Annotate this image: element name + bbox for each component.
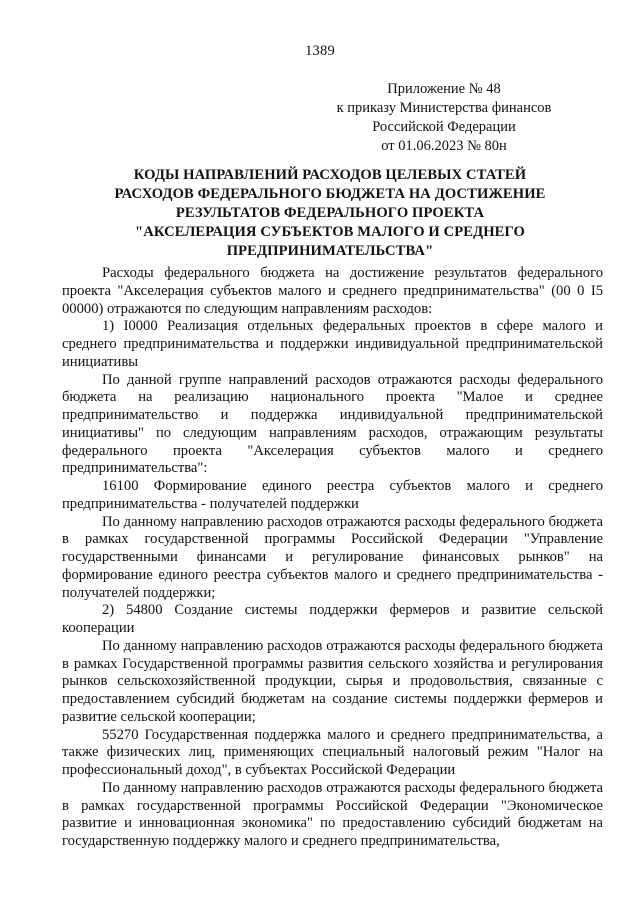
appendix-line: Российской Федерации <box>372 119 516 135</box>
paragraph: 2) 54800 Создание системы поддержки фермеров и развитие сельской кооперации <box>62 602 603 636</box>
title-line: КОДЫ НАПРАВЛЕНИЙ РАСХОДОВ ЦЕЛЕВЫХ СТАТЕЙ <box>133 167 527 183</box>
appendix-line: от 01.06.2023 № 80н <box>381 138 507 154</box>
paragraph: 16100 Формирование единого реестра субъектов малого и среднего предпринимательства - получателей поддержки <box>62 478 603 512</box>
document-title <box>70 166 590 261</box>
title-line: РЕЗУЛЬТАТОВ ФЕДЕРАЛЬНОГО ПРОЕКТА <box>175 205 485 221</box>
document-body <box>62 265 603 851</box>
paragraph: По данному направлению расходов отражаются расходы федерального бюджета в рамках Государственной программы развития сельского хозяйства и регулирования рынков сельскохозяйственной продукции, сырья и продовольствия, связанные с предоставлением субсидий бюджетам на создание системы поддержки фермеров и развитие сельской кооперации; <box>62 637 603 725</box>
appendix-line: к приказу Министерства финансов <box>336 100 552 116</box>
paragraph: 55270 Государственная поддержка малого и среднего предпринимательства, а также физических лиц, применяющих специальный налоговый режим "Налог на профессиональный доход", в субъектах Российской Федерации <box>62 726 603 778</box>
title-line: "АКСЕЛЕРАЦИЯ СУБЪЕКТОВ МАЛОГО И СРЕДНЕГО <box>135 224 525 240</box>
title-line: РАСХОДОВ ФЕДЕРАЛЬНОГО БЮДЖЕТА НА ДОСТИЖЕНИЕ <box>114 186 546 202</box>
appendix-line: Приложение № 48 <box>387 81 501 97</box>
paragraph: 1) I0000 Реализация отдельных федеральных проектов в сфере малого и среднего предпринимательства и поддержки индивидуальной предпринимательской инициативы <box>62 318 603 370</box>
paragraph: По данной группе направлений расходов отражаются расходы федерального бюджета на реализацию национального проекта "Малое и среднее предпринимательство и поддержка индивидуальной предпринимательской инициативы" по следующим направлениям расходов, отражающим результаты федерального проекта "Акселерация субъектов малого и среднего предпринимательства": <box>62 371 603 477</box>
paragraph: По данному направлению расходов отражаются расходы федерального бюджета в рамках государственной программы Российской Федерации "Управление государственными финансами и регулирование финансовых рынков" на формирование единого реестра субъектов малого и среднего предпринимательства - получателей поддержки; <box>62 513 603 601</box>
paragraph: По данному направлению расходов отражаются расходы федерального бюджета в рамках государственной программы Российской Федерации "Экономическое развитие и инновационная экономика" по предоставлению субсидий бюджетам на государственную поддержку малого и среднего предпринимательства, <box>62 779 603 849</box>
title-line: ПРЕДПРИНИМАТЕЛЬСТВА" <box>226 243 434 259</box>
page-number: 1389 <box>305 43 335 59</box>
appendix-header <box>314 80 574 156</box>
paragraph: Расходы федерального бюджета на достижение результатов федерального проекта "Акселерация субъектов малого и среднего предпринимательства" (00 0 I5 00000) отражаются по следующим направлениям расходов: <box>62 265 603 317</box>
